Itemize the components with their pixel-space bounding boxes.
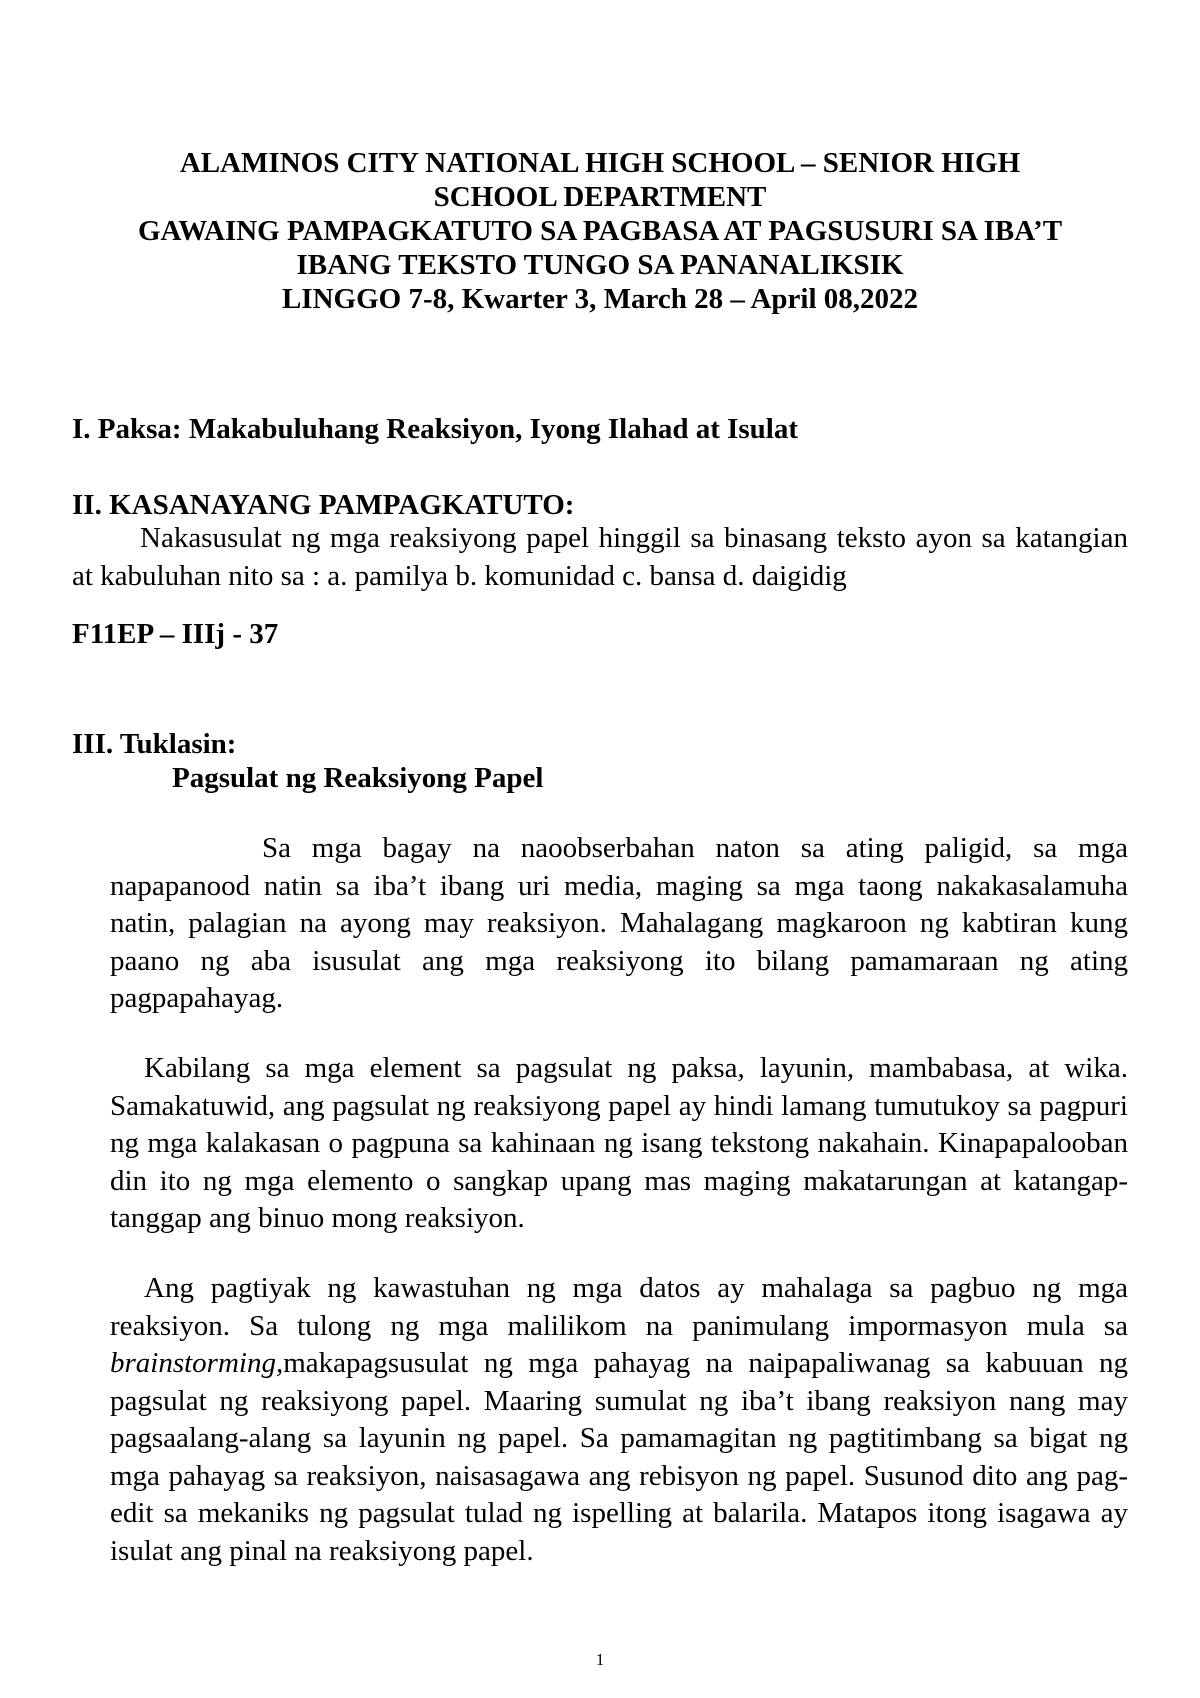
header-title-line: GAWAING PAMPAGKATUTO SA PAGBASA AT PAGSUSURI SA IBA’T <box>137 215 1063 247</box>
competency-code: F11EP – IIIj - 37 <box>72 618 279 650</box>
paragraph-1: Sa mga bagay na naoobserbahan naton sa ating paligid, sa mga napapanood natin sa iba’t ibang uri media, maging sa mga taong nakakasalamuha natin, palagian na ayong may reaksiyon. Mahalagang magkaroon ng kabtiran kung paano ng aba isusulat ang mga reaksiyong ito bilang pamamaraan ng ating pagpapahayag. <box>110 832 1128 1014</box>
section-kasanayan-heading: II. KASANAYANG PAMPAGKATUTO: <box>72 489 575 521</box>
header-department-line: SCHOOL DEPARTMENT <box>433 181 767 213</box>
header-school-line: ALAMINOS CITY NATIONAL HIGH SCHOOL – SENIOR HIGH <box>179 147 1021 179</box>
brainstorming-term: brainstorming, <box>110 1347 284 1379</box>
section-tuklasin-heading: III. Tuklasin: <box>72 728 237 760</box>
header-title-line-2: IBANG TEKSTO TUNGO SA PANANALIKSIK <box>296 249 904 281</box>
paragraph-3 <box>110 1270 1128 1570</box>
paragraph-2: Kabilang sa mga element sa pagsulat ng paksa, layunin, mambabasa, at wika. Samakatuwid, ang pagsulat ng reaksiyong papel ay hindi lamang tumutukoy sa pagpuri ng mga kalakasan o pagpuna sa kahinaan ng isang tekstong nakahain. Kinapapalooban din ito ng mga elemento o sangkap upang mas maging makatarungan at katangap-tanggap ang binuo mong reaksiyon. <box>110 1052 1128 1234</box>
document-header <box>60 146 1140 316</box>
paragraph-3-rest: makapagsusulat ng mga pahayag na naipapaliwanag sa kabuuan ng pagsulat ng reaksiyong papel. Maaring sumulat ng iba’t ibang reaksiyon nang may pagsaalang-alang sa layunin ng papel. Sa pamamagitan ng pagtitimbang sa bigat ng mga pahayag sa reaksiyon, naisasagawa ang rebisyon ng papel. Susunod dito ang pag-edit sa mekaniks ng pagsulat tulad ng ispelling at balarila. Matapos itong isagawa ay isulat ang pinal na reaksiyong papel. <box>110 1347 1128 1567</box>
tuklasin-subtitle: Pagsulat ng Reaksiyong Papel <box>172 762 544 794</box>
page-number: 1 <box>595 1650 605 1669</box>
header-schedule-line: LINGGO 7-8, Kwarter 3, March 28 – April 08,2022 <box>281 283 919 315</box>
kasanayan-text: Nakasusulat ng mga reaksiyong papel hinggil sa binasang teksto ayon sa katangian at kabuluhan nito sa : a. pamilya b. komunidad c. bansa d. daigidig <box>72 522 1128 592</box>
paragraph-3-start: Ang pagtiyak ng kawastuhan ng mga datos ay mahalaga sa pagbuo ng mga reaksiyon. Sa tulong ng mga malilikom na panimulang impormasyon mula sa <box>110 1272 1128 1342</box>
section-paksa-heading: I. Paksa: Makabuluhang Reaksiyon, Iyong Ilahad at Isulat <box>72 413 799 445</box>
